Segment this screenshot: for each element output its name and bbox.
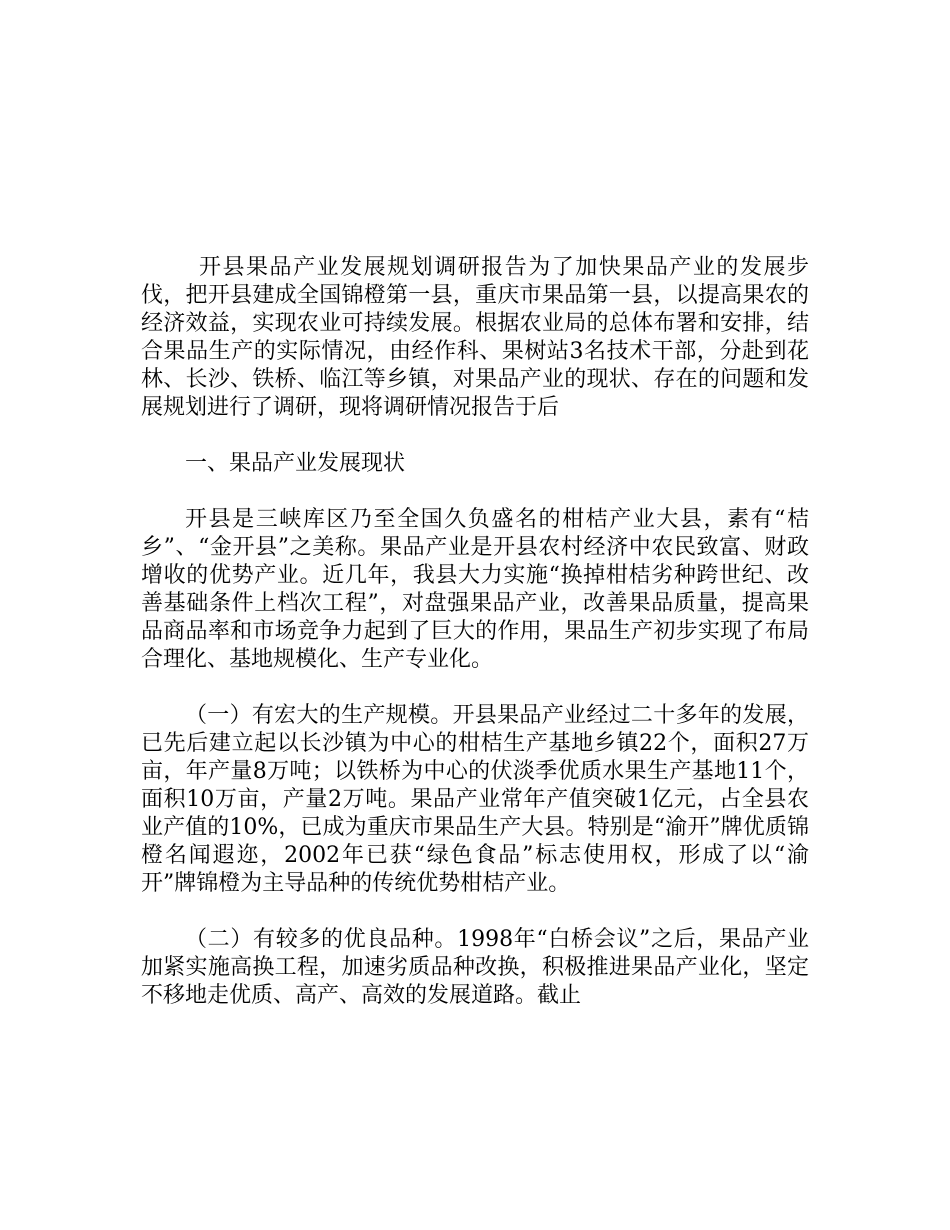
body-paragraph: （一）有宏大的生产规模。开县果品产业经过二十多年的发展，已先后建立起以长沙镇为中心的柑桔生产基地乡镇22个，面积27万亩，年产量8万吨；以铁桥为中心的伏淡季优质水果生产基地11个，面积10万亩，产量2万吨。果品产业常年产值突破1亿元，占全县农业产值的10%，已成为重庆市果品生产大县。特别是“渝开”牌优质锦橙名闻遐迩，2002年已获“绿色食品”标志使用权，形成了以“渝开”牌锦橙为主导品种的传统优势柑桔产业。 — [141, 703, 809, 896]
paragraph-gap — [141, 898, 809, 926]
document-body — [141, 254, 809, 1010]
paragraph-gap — [141, 422, 809, 450]
paragraph-gap — [141, 478, 809, 506]
section-heading: 一、果品产业发展现状 — [185, 451, 406, 476]
paragraph-gap — [141, 674, 809, 702]
body-paragraph: 开县是三峡库区乃至全国久负盛名的柑桔产业大县，素有“桔乡”、“金开县”之美称。果品产业是开县农村经济中农民致富、财政增收的优势产业。近几年，我县大力实施“换掉柑桔劣种跨世纪、改善基础条件上档次工程”，对盘强果品产业，改善果品质量，提高果品商品率和市场竞争力起到了巨大的作用，果品生产初步实现了布局合理化、基地规模化、生产专业化。 — [141, 507, 809, 672]
body-paragraph: （二）有较多的优良品种。1998年“白桥会议”之后，果品产业加紧实施高换工程，加速劣质品种改换，积极推进果品产业化，坚定不移地走优质、高产、高效的发展道路。截止 — [141, 927, 809, 1008]
intro-paragraph: 开县果品产业发展规划调研报告为了加快果品产业的发展步伐，把开县建成全国锦橙第一县，重庆市果品第一县，以提高果农的经济效益，实现农业可持续发展。根据农业局的总体布署和安排，结合果品生产的实际情况，由经作科、果树站3名技术干部，分赴到花林、长沙、铁桥、临江等乡镇，对果品产业的现状、存在的问题和发展规划进行了调研，现将调研情况报告于后 — [141, 255, 809, 420]
